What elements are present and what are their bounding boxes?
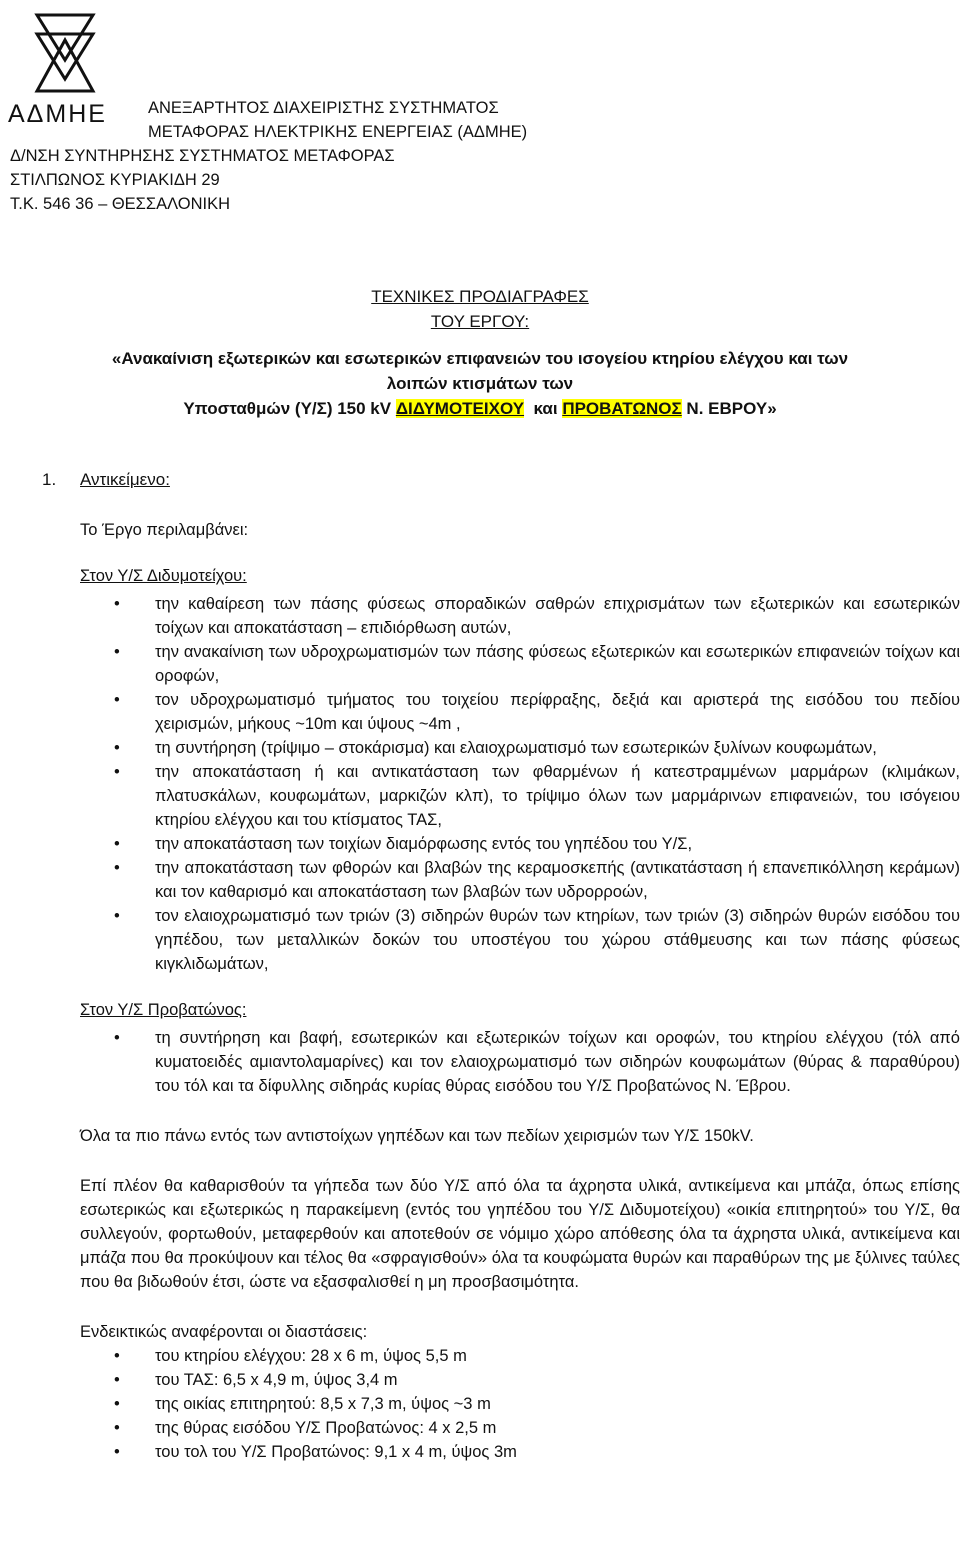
list-item-text: της οικίας επιτηρητού: 8,5 x 7,3 m, ύψος ~3 m <box>155 1395 491 1413</box>
list-item-text: την αποκατάσταση ή και αντικατάσταση των φθαρμένων ή κατεστραμμένων μαρμάρων (κλιμάκων, πλατυσκάλων, κουφωμάτων, μαρκιζών κλπ), το τρίψιμο όλων των μαρμάρινων επιφανειών, του ισόγειου κτηρίου ελέγχου και του κτίσματος ΤΑΣ, <box>155 763 960 829</box>
list-item <box>80 736 960 760</box>
list-item <box>80 1416 960 1440</box>
list-item-text: τη συντήρηση (τρίψιμο – στοκάρισμα) και ελαιοχρωματισμό των εσωτερικών ξυλίνων κουφωμάτων, <box>155 739 877 757</box>
bullet-icon: • <box>114 643 120 661</box>
didymoteicho-list <box>80 592 960 976</box>
bullet-icon: • <box>114 763 120 781</box>
extra-cleaning-text: Επί πλέον θα καθαρισθούν τα γήπεδα των δύο Υ/Σ από όλα τα άχρηστα υλικά, αντικείμενα και μπάζα, όπως επίσης εσωτερικώς και εξωτερικώς η παρακείμενη (εντός του γηπέδου του Υ/Σ Διδυμοτείχου) «οικία επιτηρητού» του Υ/Σ, θα συλλεγούν, φορτωθούν, μεταφερθούν και αποτεθούν σε νόμιμο χώρο απόθεσης όλα τα άχρηστα υλικά, αντικείμενα και μπάζα που θα προκύψουν και τέλος θα «σφραγισθούν» όλα τα κουφώματα θυρών και παραθύρων της με ξύλινες ταύλες που θα βιδωθούν έτσι, ώστε να εξασφαλισθεί η μη προσβασιμότητα. <box>80 1177 960 1291</box>
list-item-text: τη συντήρηση και βαφή, εσωτερικών και εξωτερικών τοίχων και οροφών, του κτηρίου ελέγχου (τόλ από κυματοειδές αμιαντολαμαρίνες) και τον ελαιοχρωματισμό των σιδηρών κουφωμάτων (θύρας & παραθύρου) του τόλ και τα δίφυλλης σιδηράς κυρίας θύρας εισόδου του Υ/Σ Προβατώνος Ν. Έβρου. <box>155 1029 960 1095</box>
list-item <box>80 1392 960 1416</box>
list-item-text: τον ελαιοχρωματισμό των τριών (3) σιδηρών θυρών των κτηρίων, των τριών (3) σιδηρών θυρών εισόδου του γηπέδου, των μεταλλικών δοκών του υποστέγου του χώρου στάθμευσης και των πάσης φύσεως κιγκλιδωμάτων, <box>155 907 960 973</box>
list-item <box>80 1026 960 1098</box>
highlight-didymoteicho: ΔΙΔΥΜΟΤΕΙΧΟΥ <box>395 399 525 418</box>
project-title <box>0 346 960 421</box>
logo-text: ΑΔΜΗΕ <box>8 100 107 128</box>
list-item <box>80 832 960 856</box>
list-item-text: την ανακαίνιση των υδροχρωματισμών των πάσης φύσεως εξωτερικών και εσωτερικών επιφανειών τοίχων και οροφών, <box>155 643 960 685</box>
project-title-part: Ν. ΕΒΡΟΥ» <box>681 399 777 418</box>
list-item-text: του κτηρίου ελέγχου: 28 x 6 m, ύψος 5,5 m <box>155 1347 467 1365</box>
section-1-content <box>80 518 960 1464</box>
bullet-icon: • <box>114 1443 120 1461</box>
list-item-text: τον υδροχρωματισμό τμήματος του τοιχείου περίφραξης, δεξιά και αριστερά της εισόδου του πεδίου χειρισμών, μήκους ~10m και ύψους ~4m , <box>155 691 960 733</box>
dimensions-list <box>80 1344 960 1464</box>
list-item <box>80 688 960 736</box>
section-1-heading <box>42 470 170 490</box>
list-item-text: του τολ του Υ/Σ Προβατώνος: 9,1 x 4 m, ύψος 3m <box>155 1443 517 1461</box>
bullet-icon: • <box>114 1371 120 1389</box>
section-number: 1. <box>42 470 57 489</box>
list-item-text: την καθαίρεση των πάσης φύσεως σποραδικών σαθρών επιχρισμάτων των εξωτερικών και εσωτερικών τοίχων και αποκατάσταση – επιδιόρθωση αυτών, <box>155 595 960 637</box>
header-line-2: ΜΕΤΑΦΟΡΑΣ ΗΛΕΚΤΡΙΚΗΣ ΕΝΕΡΓΕΙΑΣ (ΑΔΜΗΕ) <box>148 123 528 141</box>
didymoteicho-heading: Στον Υ/Σ Διδυμοτείχου: <box>80 567 247 585</box>
doc-title: ΤΕΧΝΙΚΕΣ ΠΡΟΔΙΑΓΡΑΦΕΣ <box>371 287 589 306</box>
list-item-text: την αποκατάσταση των φθορών και βλαβών της κεραμοσκεπής (αντικατάσταση ή επανεπικόλληση κεράμων) και τον καθαρισμό και αποκατάσταση των βλαβών των υδρορροών, <box>155 859 960 901</box>
list-item <box>80 904 960 976</box>
bullet-icon: • <box>114 1395 120 1413</box>
list-item <box>80 856 960 904</box>
header-line-1: ΑΝΕΞΑΡΤΗΤΟΣ ΔΙΑΧΕΙΡΙΣΤΗΣ ΣΥΣΤΗΜΑΤΟΣ <box>148 99 499 117</box>
list-item <box>80 640 960 688</box>
bullet-icon: • <box>114 1347 120 1365</box>
project-title-part: Υποσταθμών (Υ/Σ) 150 kV <box>183 399 396 418</box>
provatonas-list <box>80 1026 960 1098</box>
bullet-icon: • <box>114 1419 120 1437</box>
list-item <box>80 592 960 640</box>
project-title-line-1: «Ανακαίνιση εξωτερικών και εσωτερικών επιφανειών του ισογείου κτηρίου ελέγχου και των <box>111 349 849 368</box>
bullet-icon: • <box>114 595 120 613</box>
doc-title-2: ΤΟΥ ΕΡΓΟΥ: <box>430 312 530 331</box>
list-item <box>80 1368 960 1392</box>
bullet-icon: • <box>114 739 120 757</box>
bullet-icon: • <box>114 859 120 877</box>
provatonas-heading: Στον Υ/Σ Προβατώνος: <box>80 1001 247 1019</box>
bullet-icon: • <box>114 907 120 925</box>
bullet-icon: • <box>114 835 120 853</box>
list-item <box>80 760 960 832</box>
header-line-4: ΣΤΙΛΠΩΝΟΣ ΚΥΡΙΑΚΙΔΗ 29 <box>10 171 220 189</box>
header-line-5: Τ.Κ. 546 36 – ΘΕΣΣΑΛΟΝΙΚΗ <box>10 195 231 213</box>
dimensions-heading: Ενδεικτικώς αναφέρονται οι διαστάσεις: <box>80 1323 368 1341</box>
admie-logo <box>8 12 123 128</box>
intro-text: Το Έργο περιλαμβάνει: <box>80 521 249 539</box>
project-title-line-2: λοιπών κτισμάτων των <box>386 374 574 393</box>
bullet-icon: • <box>114 1029 120 1047</box>
all-within-text: Όλα τα πιο πάνω εντός των αντιστοίχων γηπέδων και των πεδίων χειρισμών των Υ/Σ 150kV. <box>80 1127 754 1145</box>
project-title-line-3 <box>0 396 960 421</box>
list-item <box>80 1344 960 1368</box>
project-title-part: και <box>524 399 563 418</box>
title-block <box>0 284 960 421</box>
highlight-provatonas: ΠΡΟΒΑΤΩΝΟΣ <box>562 399 682 418</box>
section-title: Αντικείμενο: <box>80 470 170 489</box>
bullet-icon: • <box>114 691 120 709</box>
list-item-text: του ΤΑΣ: 6,5 x 4,9 m, ύψος 3,4 m <box>155 1371 398 1389</box>
list-item-text: της θύρας εισόδου Υ/Σ Προβατώνος: 4 x 2,5 m <box>155 1419 497 1437</box>
list-item-text: την αποκατάσταση των τοιχίων διαμόρφωσης εντός του γηπέδου του Υ/Σ, <box>155 835 693 853</box>
organization-header <box>10 96 527 216</box>
admie-logo-icon <box>34 12 96 94</box>
list-item <box>80 1440 960 1464</box>
header-line-3: Δ/ΝΣΗ ΣΥΝΤΗΡΗΣΗΣ ΣΥΣΤΗΜΑΤΟΣ ΜΕΤΑΦΟΡΑΣ <box>10 147 395 165</box>
